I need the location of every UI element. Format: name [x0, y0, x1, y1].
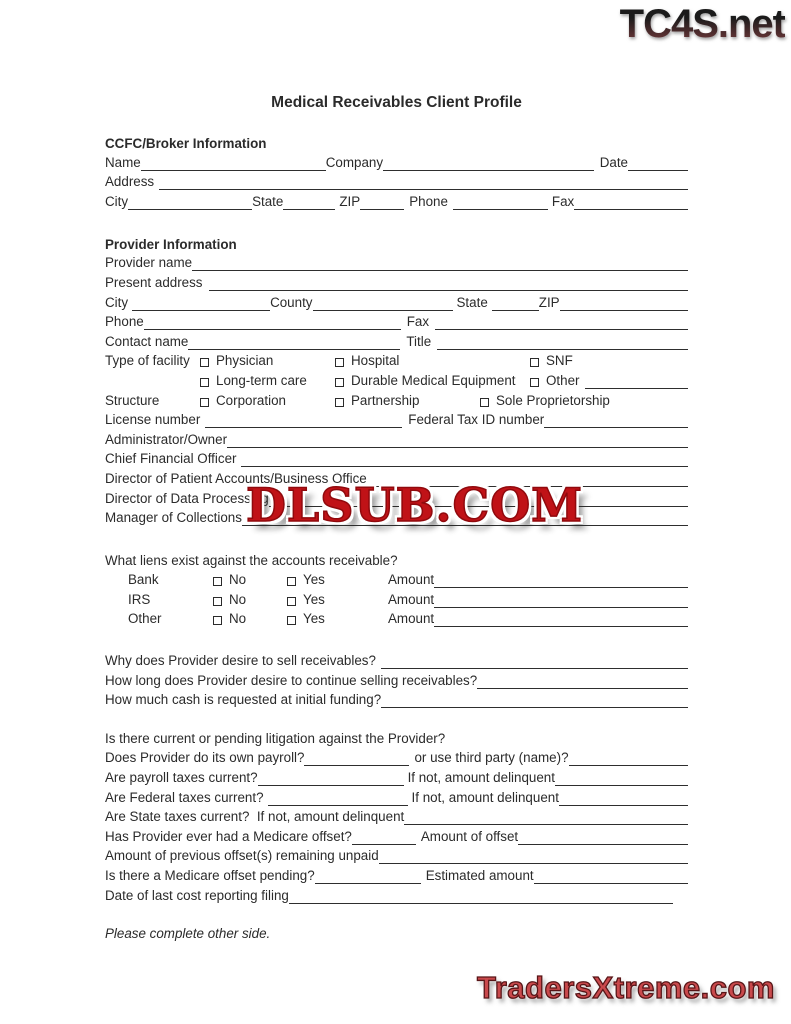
administrator-owner-input-line[interactable] — [227, 447, 688, 448]
amount-offset-input-line[interactable] — [518, 844, 688, 845]
checkbox-physician[interactable] — [200, 358, 209, 367]
city-label: City — [105, 193, 129, 209]
payroll-taxes-label: Are payroll taxes current? — [105, 770, 258, 786]
why-sell-label: Why does Provider desire to sell receivables? — [105, 653, 376, 669]
federal-tax-id-input-line[interactable] — [544, 427, 688, 428]
federal-delinquent-label: If not, amount delinquent — [411, 789, 559, 805]
federal-delinquent-input-line[interactable] — [559, 805, 688, 806]
broker-address-row — [105, 171, 688, 191]
manager-collections-label: Manager of Collections — [105, 510, 242, 526]
present-address-row — [105, 271, 688, 291]
provider-phone-label: Phone — [105, 314, 144, 330]
provider-city-input-line[interactable] — [132, 310, 270, 311]
initial-funding-label: How much cash is requested at initial funding? — [105, 692, 382, 708]
contact-name-label: Contact name — [105, 333, 189, 349]
broker-city-row — [105, 190, 688, 210]
initial-funding-row — [105, 689, 688, 709]
other-lien-label: Other — [128, 611, 162, 627]
checkbox-sole-proprietorship[interactable] — [480, 398, 489, 407]
checkbox-partnership[interactable] — [335, 398, 344, 407]
own-payroll-label: Does Provider do its own payroll? — [105, 750, 305, 766]
yes-label: Yes — [303, 591, 325, 607]
provider-section-heading: Provider Information — [105, 236, 237, 252]
checkbox-hospital[interactable] — [335, 358, 344, 367]
state-taxes-label: Are State taxes current? If not, amount delinquent — [105, 809, 405, 825]
phone-label: Phone — [409, 193, 448, 209]
address-input-line[interactable] — [159, 189, 688, 190]
payroll-taxes-input-line[interactable] — [258, 785, 404, 786]
provider-name-input-line[interactable] — [192, 270, 688, 271]
broker-name-row — [105, 151, 688, 171]
irs-amount-input-line[interactable] — [434, 607, 688, 608]
fax-label: Fax — [551, 193, 575, 209]
provider-city-label: City — [105, 294, 129, 310]
phone-input-line[interactable] — [453, 209, 548, 210]
irs-label: IRS — [128, 591, 151, 607]
offset-pending-input-line[interactable] — [315, 883, 421, 884]
other-amount-input-line[interactable] — [434, 626, 688, 627]
title-label: Title — [406, 333, 432, 349]
lien-bank-row — [105, 569, 688, 589]
previous-unpaid-label: Amount of previous offset(s) remaining unpaid — [105, 848, 379, 864]
lien-irs-row — [105, 588, 688, 608]
watermark-tc4s: TC4S.net — [619, 2, 785, 46]
facility-row-2 — [105, 369, 688, 389]
checkbox-irs-yes[interactable] — [287, 597, 296, 606]
license-row — [105, 409, 688, 429]
offset-pending-label: Is there a Medicare offset pending? — [105, 868, 315, 883]
previous-unpaid-row — [105, 845, 688, 865]
license-number-label: License number — [105, 412, 201, 428]
yes-label: Yes — [303, 611, 325, 627]
long-term-care-label: Long-term care — [216, 372, 307, 388]
payroll-row — [105, 747, 688, 767]
company-label: Company — [325, 154, 384, 170]
provider-phone-row — [105, 311, 688, 331]
checkbox-long-term-care[interactable] — [200, 378, 209, 387]
checkbox-bank-yes[interactable] — [287, 577, 296, 586]
form-page — [105, 0, 688, 941]
checkbox-snf[interactable] — [530, 358, 539, 367]
city-input-line[interactable] — [128, 209, 252, 210]
checkbox-other-no[interactable] — [213, 616, 222, 625]
cost-filing-input-line[interactable] — [289, 903, 673, 904]
dme-label: Durable Medical Equipment — [351, 372, 516, 388]
footer-note: Please complete other side. — [105, 925, 271, 941]
partnership-label: Partnership — [351, 392, 420, 408]
federal-taxes-input-line[interactable] — [268, 805, 408, 806]
date-label: Date — [599, 154, 628, 170]
provider-zip-input-line[interactable] — [560, 310, 688, 311]
no-label: No — [229, 611, 247, 627]
medicare-offset-row — [105, 825, 688, 845]
watermark-tradersxtreme: TradersXtreme.com — [477, 970, 775, 1005]
provider-fax-label: Fax — [406, 314, 430, 330]
cfo-row — [105, 448, 688, 468]
previous-unpaid-input-line[interactable] — [379, 863, 688, 864]
administrator-owner-label: Administrator/Owner — [105, 431, 228, 447]
facility-label: Type of facility — [105, 353, 190, 369]
payroll-delinquent-input-line[interactable] — [555, 785, 688, 786]
payroll-delinquent-label: If not, amount delinquent — [407, 770, 555, 786]
own-payroll-input-line[interactable] — [304, 765, 409, 766]
watermark-dlsub: DLSUB.COM — [246, 478, 584, 532]
checkbox-corporation[interactable] — [200, 398, 209, 407]
federal-tax-id-label: Federal Tax ID number — [408, 412, 545, 428]
present-address-label: Present address — [105, 274, 203, 290]
name-label: Name — [105, 154, 141, 170]
director-data-processing-label: Director of Data Processing — [105, 490, 269, 506]
liens-question: What liens exist against the accounts receivable? — [105, 552, 398, 568]
page-title: Medical Receivables Client Profile — [271, 94, 522, 111]
structure-label: Structure — [105, 392, 160, 408]
checkbox-bank-no[interactable] — [213, 577, 222, 586]
amount-offset-label: Amount of offset — [420, 828, 519, 844]
cfo-input-line[interactable] — [241, 466, 688, 467]
federal-taxes-label: Are Federal taxes current? — [105, 789, 264, 805]
county-label: County — [270, 294, 313, 310]
other-amount-label: Amount — [388, 611, 435, 627]
contact-name-input-line[interactable] — [188, 349, 400, 350]
zip-label: ZIP — [339, 193, 361, 209]
provider-state-input-line[interactable] — [492, 310, 539, 311]
bank-label: Bank — [128, 572, 159, 588]
provider-phone-input-line[interactable] — [144, 329, 401, 330]
other-facility-label: Other — [546, 372, 580, 388]
administrator-owner-row — [105, 428, 688, 448]
irs-amount-label: Amount — [388, 591, 435, 607]
medicare-offset-label: Has Provider ever had a Medicare offset? — [105, 828, 352, 844]
why-sell-row — [105, 649, 688, 669]
provider-state-label: State — [456, 294, 488, 310]
sole-proprietorship-label: Sole Proprietorship — [496, 392, 610, 408]
how-long-label: How long does Provider desire to continue selling receivables? — [105, 672, 478, 688]
medicare-offset-input-line[interactable] — [352, 844, 416, 845]
license-number-input-line[interactable] — [205, 427, 402, 428]
county-input-line[interactable] — [313, 310, 453, 311]
lien-other-row — [105, 608, 688, 628]
provider-zip-label: ZIP — [538, 294, 560, 310]
state-label: State — [252, 193, 284, 209]
director-patient-accounts-label: Director of Patient Accounts/Business Office — [105, 470, 367, 486]
offset-pending-row — [105, 864, 688, 884]
yes-label: Yes — [303, 572, 325, 588]
corporation-label: Corporation — [216, 392, 286, 408]
name-input-line[interactable] — [141, 170, 326, 171]
cost-filing-label: Date of last cost reporting filing — [105, 887, 289, 903]
zip-input-line[interactable] — [360, 209, 404, 210]
checkbox-other-facility[interactable] — [530, 378, 539, 387]
bank-amount-label: Amount — [388, 572, 435, 588]
checkbox-dme[interactable] — [335, 378, 344, 387]
checkbox-other-yes[interactable] — [287, 616, 296, 625]
address-label: Address — [105, 174, 155, 190]
bank-amount-input-line[interactable] — [434, 587, 688, 588]
date-input-line[interactable] — [628, 170, 688, 171]
why-sell-input-line[interactable] — [381, 668, 688, 669]
physician-label: Physician — [216, 353, 274, 369]
present-address-input-line[interactable] — [209, 290, 688, 291]
state-taxes-input-line[interactable] — [404, 824, 688, 825]
no-label: No — [229, 572, 247, 588]
estimated-amount-label: Estimated amount — [425, 868, 534, 883]
snf-label: SNF — [546, 353, 573, 369]
state-taxes-row — [105, 806, 688, 826]
facility-row-1 — [105, 350, 688, 370]
liens-question-row — [105, 549, 688, 569]
initial-funding-input-line[interactable] — [381, 707, 688, 708]
provider-name-row — [105, 252, 688, 272]
title-input-line[interactable] — [437, 349, 688, 350]
cfo-label: Chief Financial Officer — [105, 451, 237, 467]
broker-section-heading: CCFC/Broker Information — [105, 136, 267, 151]
company-input-line[interactable] — [383, 170, 594, 171]
third-party-label: or use third party (name)? — [414, 750, 569, 766]
litigation-question: Is there current or pending litigation against the Provider? — [105, 730, 446, 746]
third-party-input-line[interactable] — [569, 765, 688, 766]
structure-row — [105, 389, 688, 409]
provider-city-row — [105, 291, 688, 311]
state-input-line[interactable] — [283, 209, 335, 210]
federal-taxes-row — [105, 786, 688, 806]
contact-name-row — [105, 330, 688, 350]
litigation-row — [105, 727, 688, 747]
no-label: No — [229, 591, 247, 607]
cost-filing-row — [105, 884, 688, 904]
hospital-label: Hospital — [351, 353, 400, 369]
other-facility-input-line[interactable] — [585, 388, 689, 389]
fax-input-line[interactable] — [574, 209, 688, 210]
checkbox-irs-no[interactable] — [213, 597, 222, 606]
how-long-row — [105, 669, 688, 689]
provider-fax-input-line[interactable] — [435, 329, 688, 330]
payroll-taxes-row — [105, 766, 688, 786]
provider-name-label: Provider name — [105, 255, 193, 271]
how-long-input-line[interactable] — [477, 688, 688, 689]
estimated-amount-input-line[interactable] — [534, 883, 688, 884]
